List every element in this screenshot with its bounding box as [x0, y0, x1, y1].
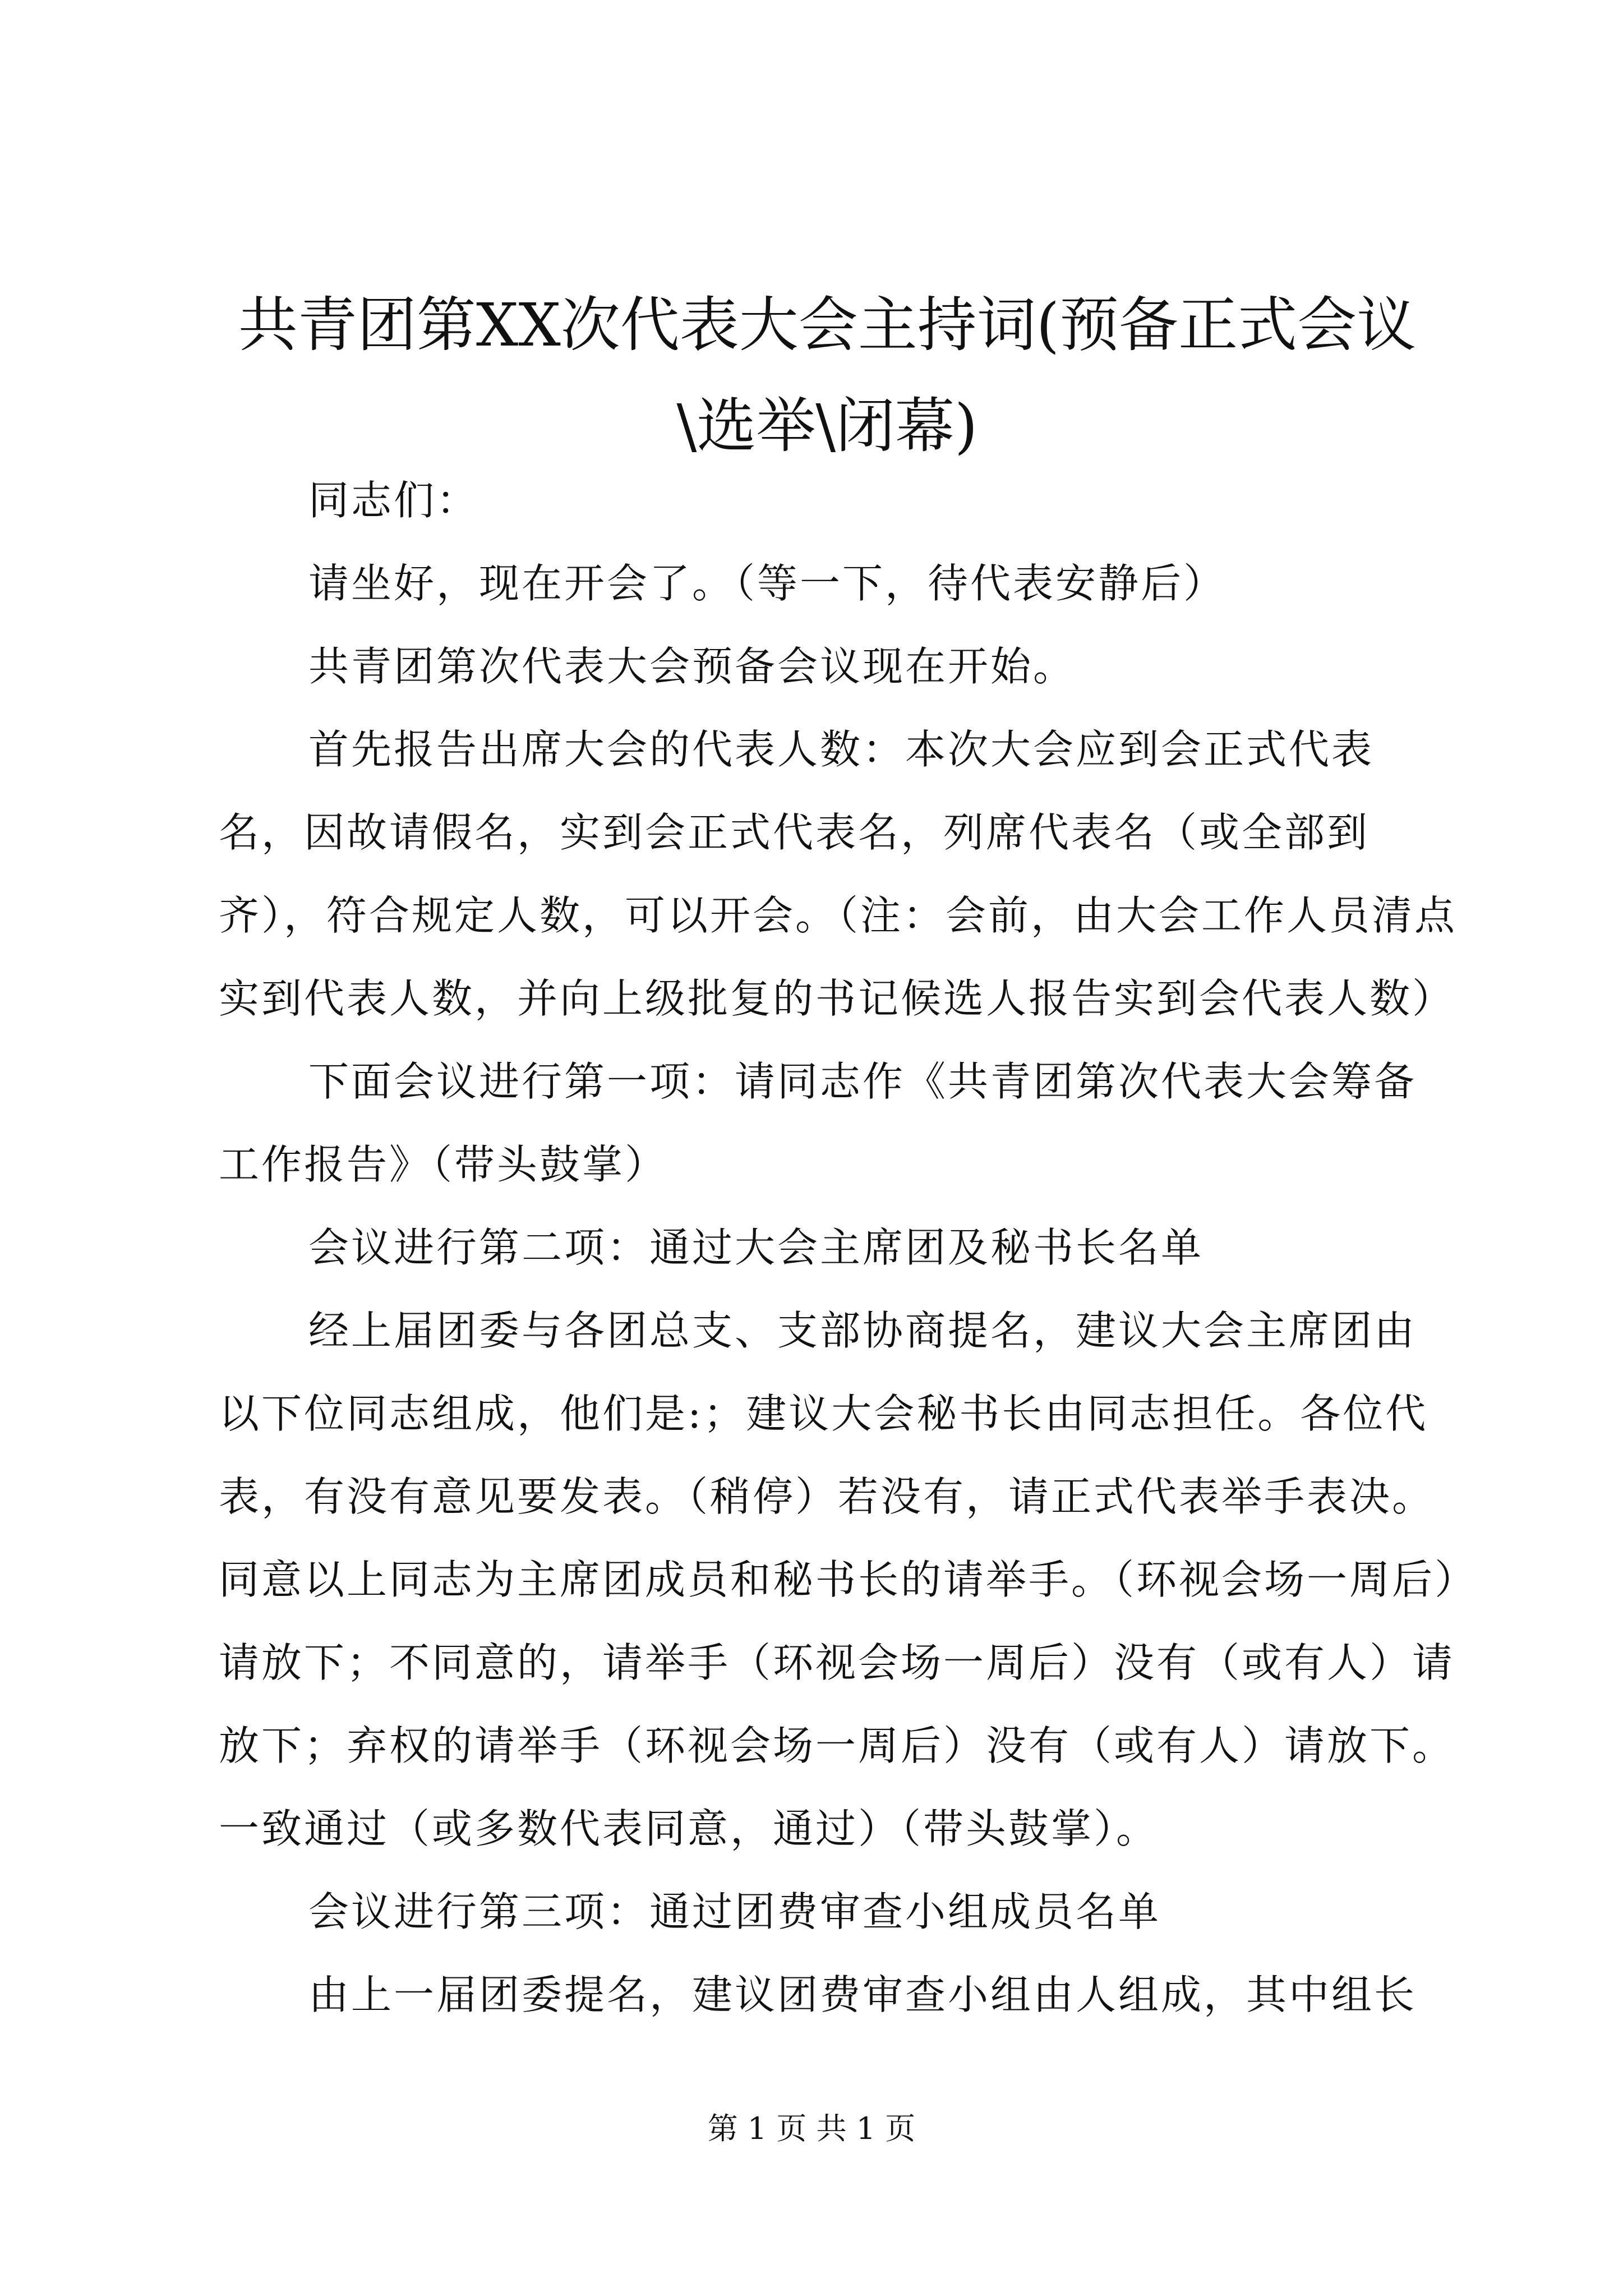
paragraph: 下面会议进行第一项：请同志作《共青团第次代表大会筹备工作报告》（带头鼓掌）	[219, 1058, 1417, 1188]
paragraph: 会议进行第三项：通过团费审查小组成员名单	[308, 1888, 1161, 1935]
paragraph: 由上一届团委提名，建议团费审查小组由人组成，其中组长	[308, 1971, 1417, 2018]
paragraph: 首先报告出席大会的代表人数：本次大会应到会正式代表名，因故请假名，实到会正式代表名，列席代表名（或全部到齐），符合规定人数，可以开会。（注：会前，由大会工作人员清点实到代表人数，并向上级批复的书记候选人报告实到会代表人数）	[219, 726, 1458, 1022]
document-body	[219, 459, 1458, 2036]
paragraph: 会议进行第二项：通过大会主席团及秘书长名单	[308, 1224, 1204, 1271]
paragraph: 经上届团委与各团总支、支部协商提名，建议大会主席团由以下位同志组成，他们是:；建议大会秘书长由同志担任。各位代表，有没有意见要发表。（稍停）若没有，请正式代表举手表决。同意以上同志为主席团成员和秘书长的请举手。（环视会场一周后）请放下；不同意的，请举手（环视会场一周后）没有（或有人）请放下；弃权的请举手（环视会场一周后）没有（或有人）请放下。一致通过（或多数代表同意，通过）（带头鼓掌）。	[219, 1307, 1458, 1852]
paragraph: 请坐好，现在开会了。（等一下，待代表安静后）	[308, 560, 1227, 607]
document-title: 共青团第XX次代表大会主持词(预备正式会议\选举\闭幕)	[238, 291, 1417, 461]
paragraph: 同志们：	[308, 477, 479, 524]
paragraph: 共青团第次代表大会预备会议现在开始。	[308, 643, 1076, 690]
page-footer: 第 1 页 共 1 页	[707, 2111, 916, 2146]
